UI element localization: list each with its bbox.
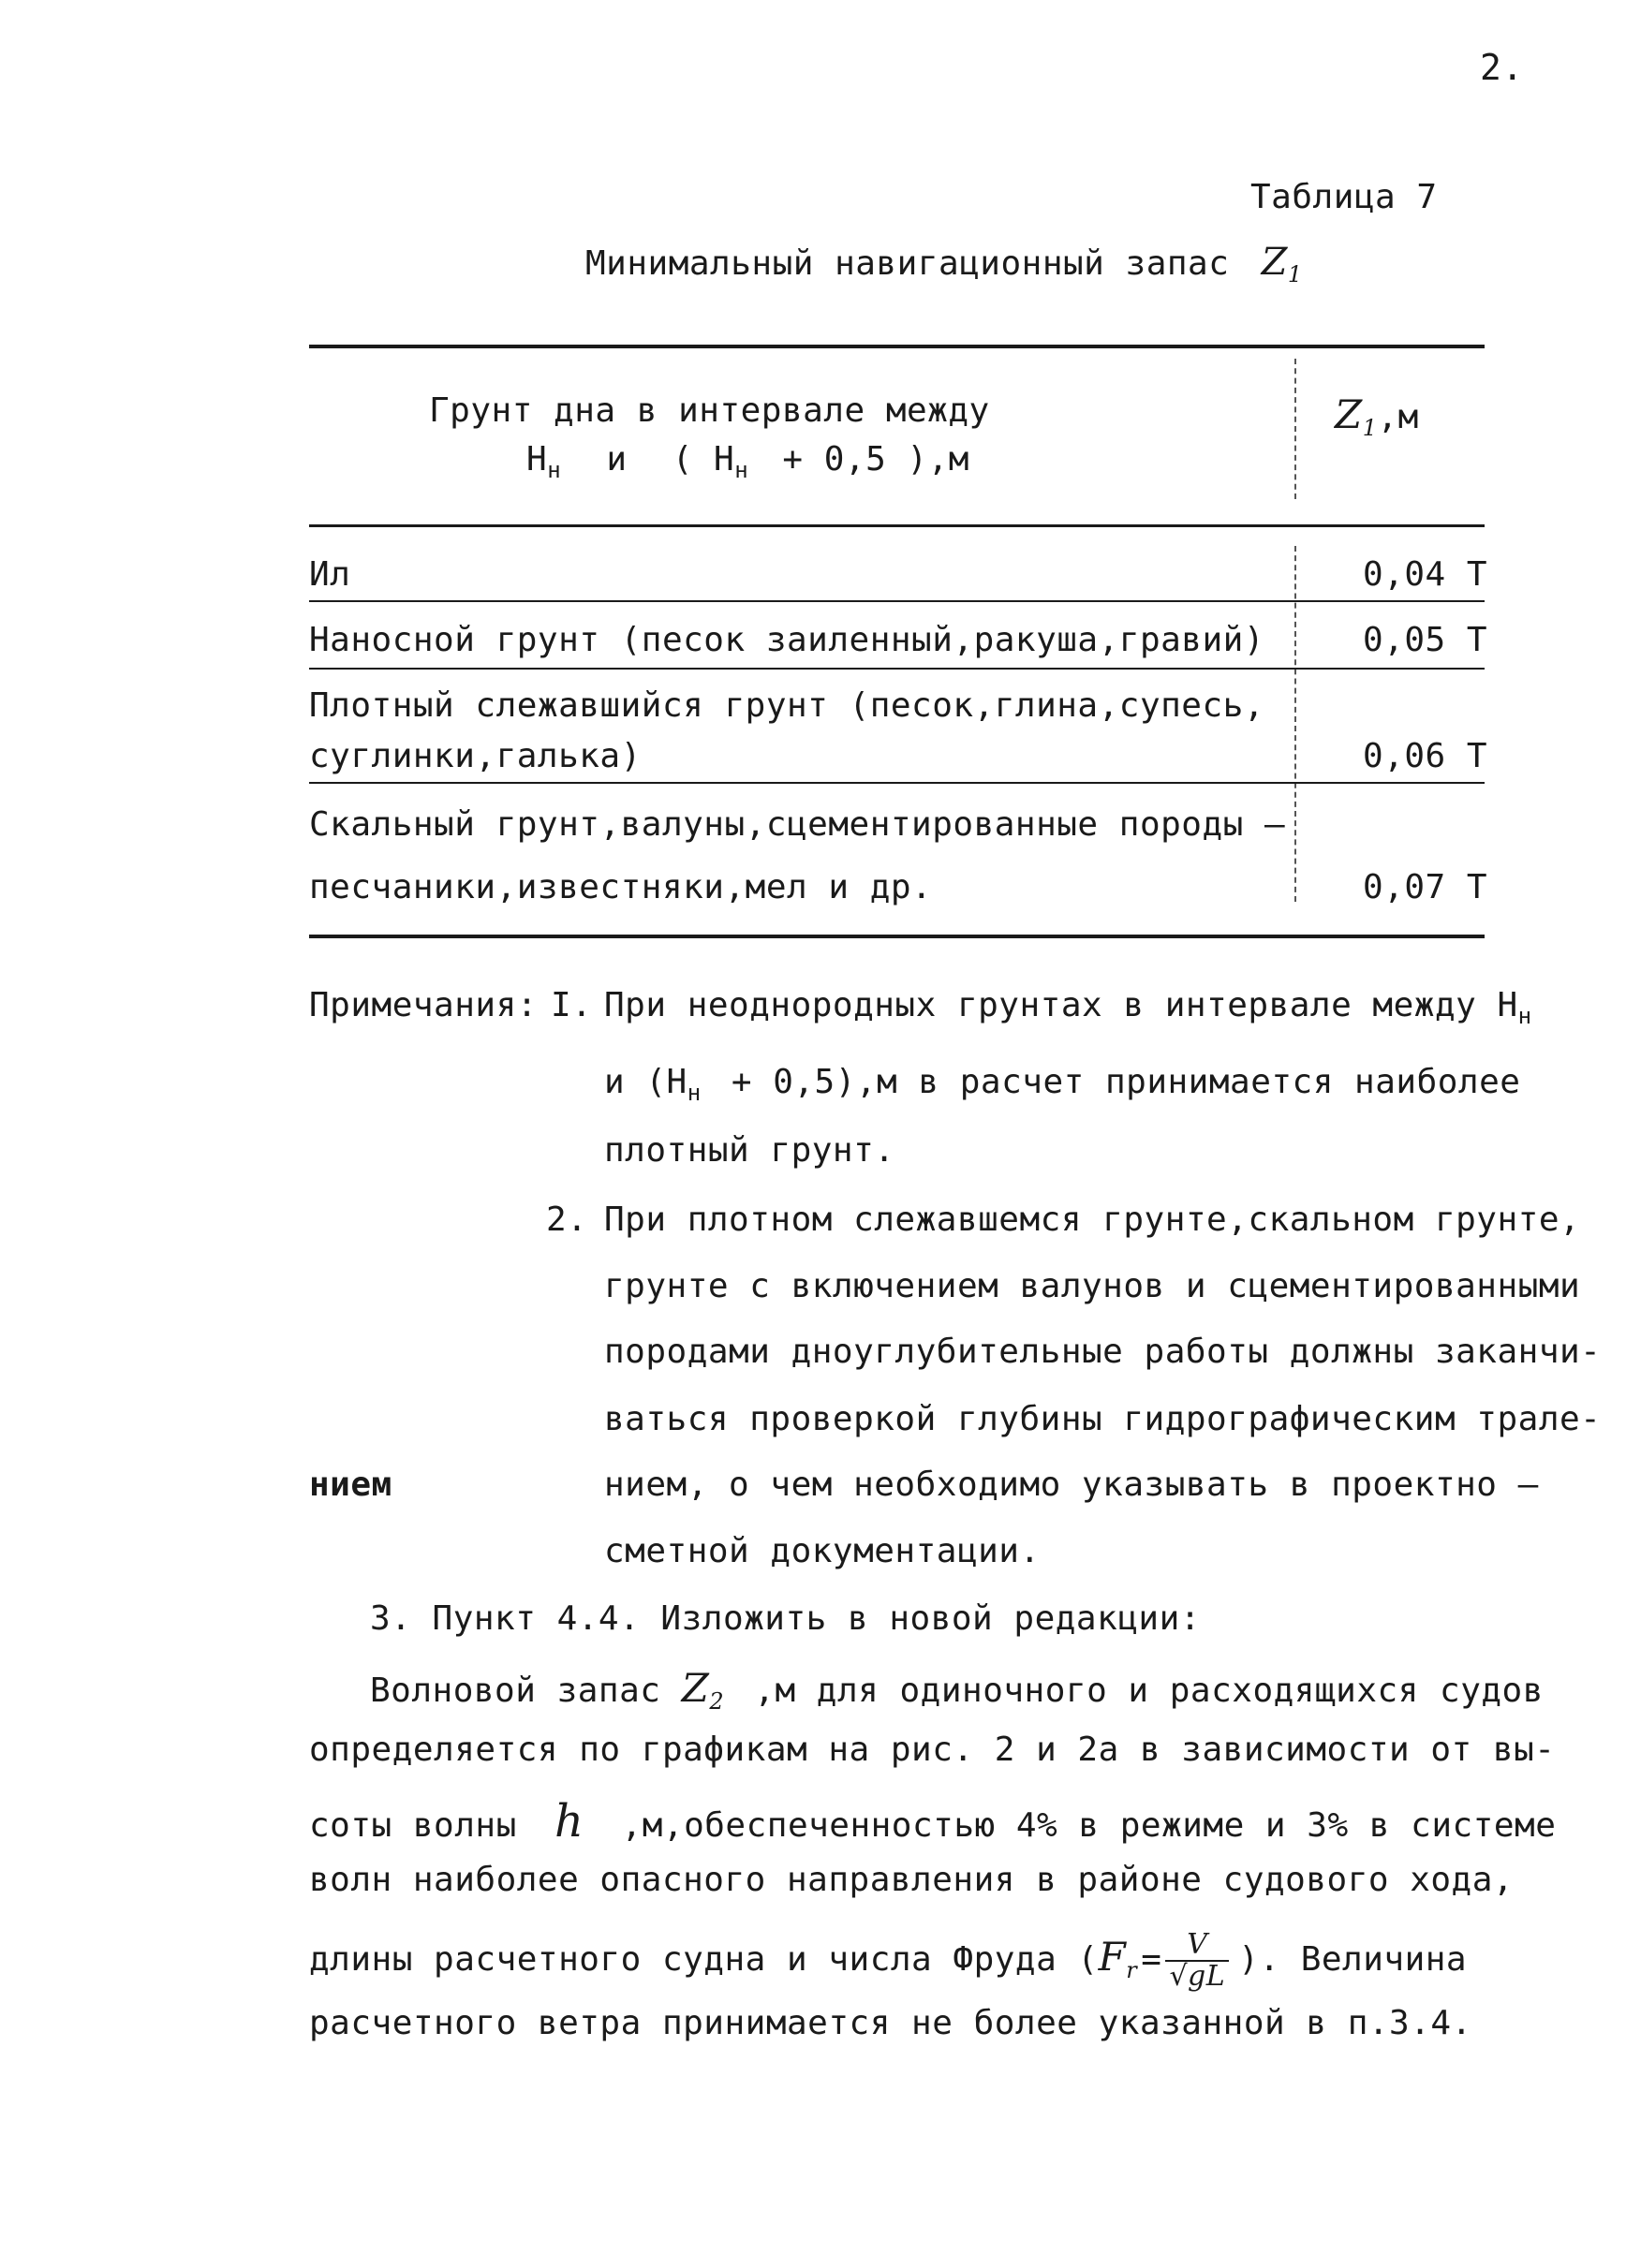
item3-line4: волн наиболее опасного направления в районе судового хода, [309, 1861, 1515, 1899]
column-separator-header [1294, 359, 1296, 499]
margin-word: нием [309, 1465, 392, 1504]
table-top-rule [309, 345, 1485, 348]
row-value-4: 0,07 Т [1363, 868, 1488, 906]
row-soil-2: Наносной грунт (песок заиленный,ракуша,гравий) [309, 621, 1264, 659]
h-symbol: h [554, 1795, 584, 1848]
note2-line6: сметной документации. [604, 1532, 1041, 1570]
note2-line5: нием, о чем необходимо указывать в проектно – [604, 1465, 1539, 1504]
notes-label: Примечания: [309, 986, 538, 1024]
row-rule-2 [309, 668, 1485, 670]
table-label: Таблица 7 [1250, 178, 1438, 216]
row-value-3: 0,06 Т [1363, 737, 1488, 775]
note2-line3: породами дноуглубительные работы должны заканчи- [604, 1333, 1602, 1371]
note1-number: I. [551, 986, 593, 1024]
row-rule-3 [309, 782, 1485, 784]
note2-line2: грунте с включением валунов и сцементированными [604, 1267, 1581, 1305]
froude-fraction: $\frac{V}{√gL}$ [1165, 1930, 1229, 1992]
note2-line1: При плотном слежавшемся грунте,скальном грунте, [604, 1200, 1581, 1239]
item3-line2: определяется по графикам на рис. 2 и 2а в зависимости от вы- [309, 1730, 1556, 1769]
note1-line3: плотный грунт. [604, 1131, 895, 1170]
header-z1-column: $Z_1,м$ [1335, 391, 1419, 442]
row-soil-1: Ил [309, 555, 351, 594]
item3-line1: Волновой запас $Z_2$ ,м для одиночного и расходящихся судов [370, 1665, 1544, 1716]
row-rule-1 [309, 600, 1485, 602]
header-soil-line2: $Н_н$ и ( $Н_н + 0,5$ ),м [526, 440, 969, 484]
z1-symbol: Z [1261, 241, 1288, 284]
item3-line6: расчетного ветра принимается не более указанной в п.3.4. [309, 2004, 1472, 2042]
page-number: 2. [1480, 47, 1524, 88]
column-separator-body [1294, 546, 1296, 902]
z1-subscript: 1 [1287, 261, 1303, 288]
row-soil-3-line2: суглинки,галька) [309, 737, 642, 775]
note2-line4: ваться проверкой глубины гидрографическим трале- [604, 1400, 1602, 1438]
row-soil-4-line1: Скальный грунт,валуны,сцементированные породы – [309, 805, 1286, 844]
z2-symbol: Z [681, 1665, 710, 1711]
row-value-2: 0,05 Т [1363, 621, 1488, 659]
table-title [585, 241, 1303, 287]
froude-symbol: F [1098, 1934, 1127, 1980]
table-header-rule [309, 524, 1485, 527]
note1-line1: При неоднородных грунтах в интервале между $Н_н$ [604, 986, 1532, 1030]
table-bottom-rule [309, 935, 1485, 938]
note1-line2: и $(Н_н + 0,5),м$ в расчет принимается наиболее [604, 1063, 1521, 1107]
row-soil-3-line1: Плотный слежавшийся грунт (песок,глина,супесь, [309, 686, 1264, 725]
item3-line5: длины расчетного судна и числа Фруда ($F_r$ = $\frac{V}{√gL}$ ). Величина [309, 1928, 1468, 1993]
row-value-1: 0,04 Т [1363, 555, 1488, 594]
item3-heading: 3. Пункт 4.4. Изложить в новой редакции: [370, 1599, 1201, 1638]
table-title-text: Минимальный навигационный запас [585, 244, 1230, 283]
note2-number: 2. [546, 1200, 588, 1239]
item3-line3: соты волны h ,м,обеспеченностью 4% в режиме и 3% в системе [309, 1795, 1557, 1848]
row-soil-4-line2: песчаники,известняки,мел и др. [309, 868, 933, 906]
header-soil-line1: Грунт дна в интервале между [429, 391, 990, 430]
